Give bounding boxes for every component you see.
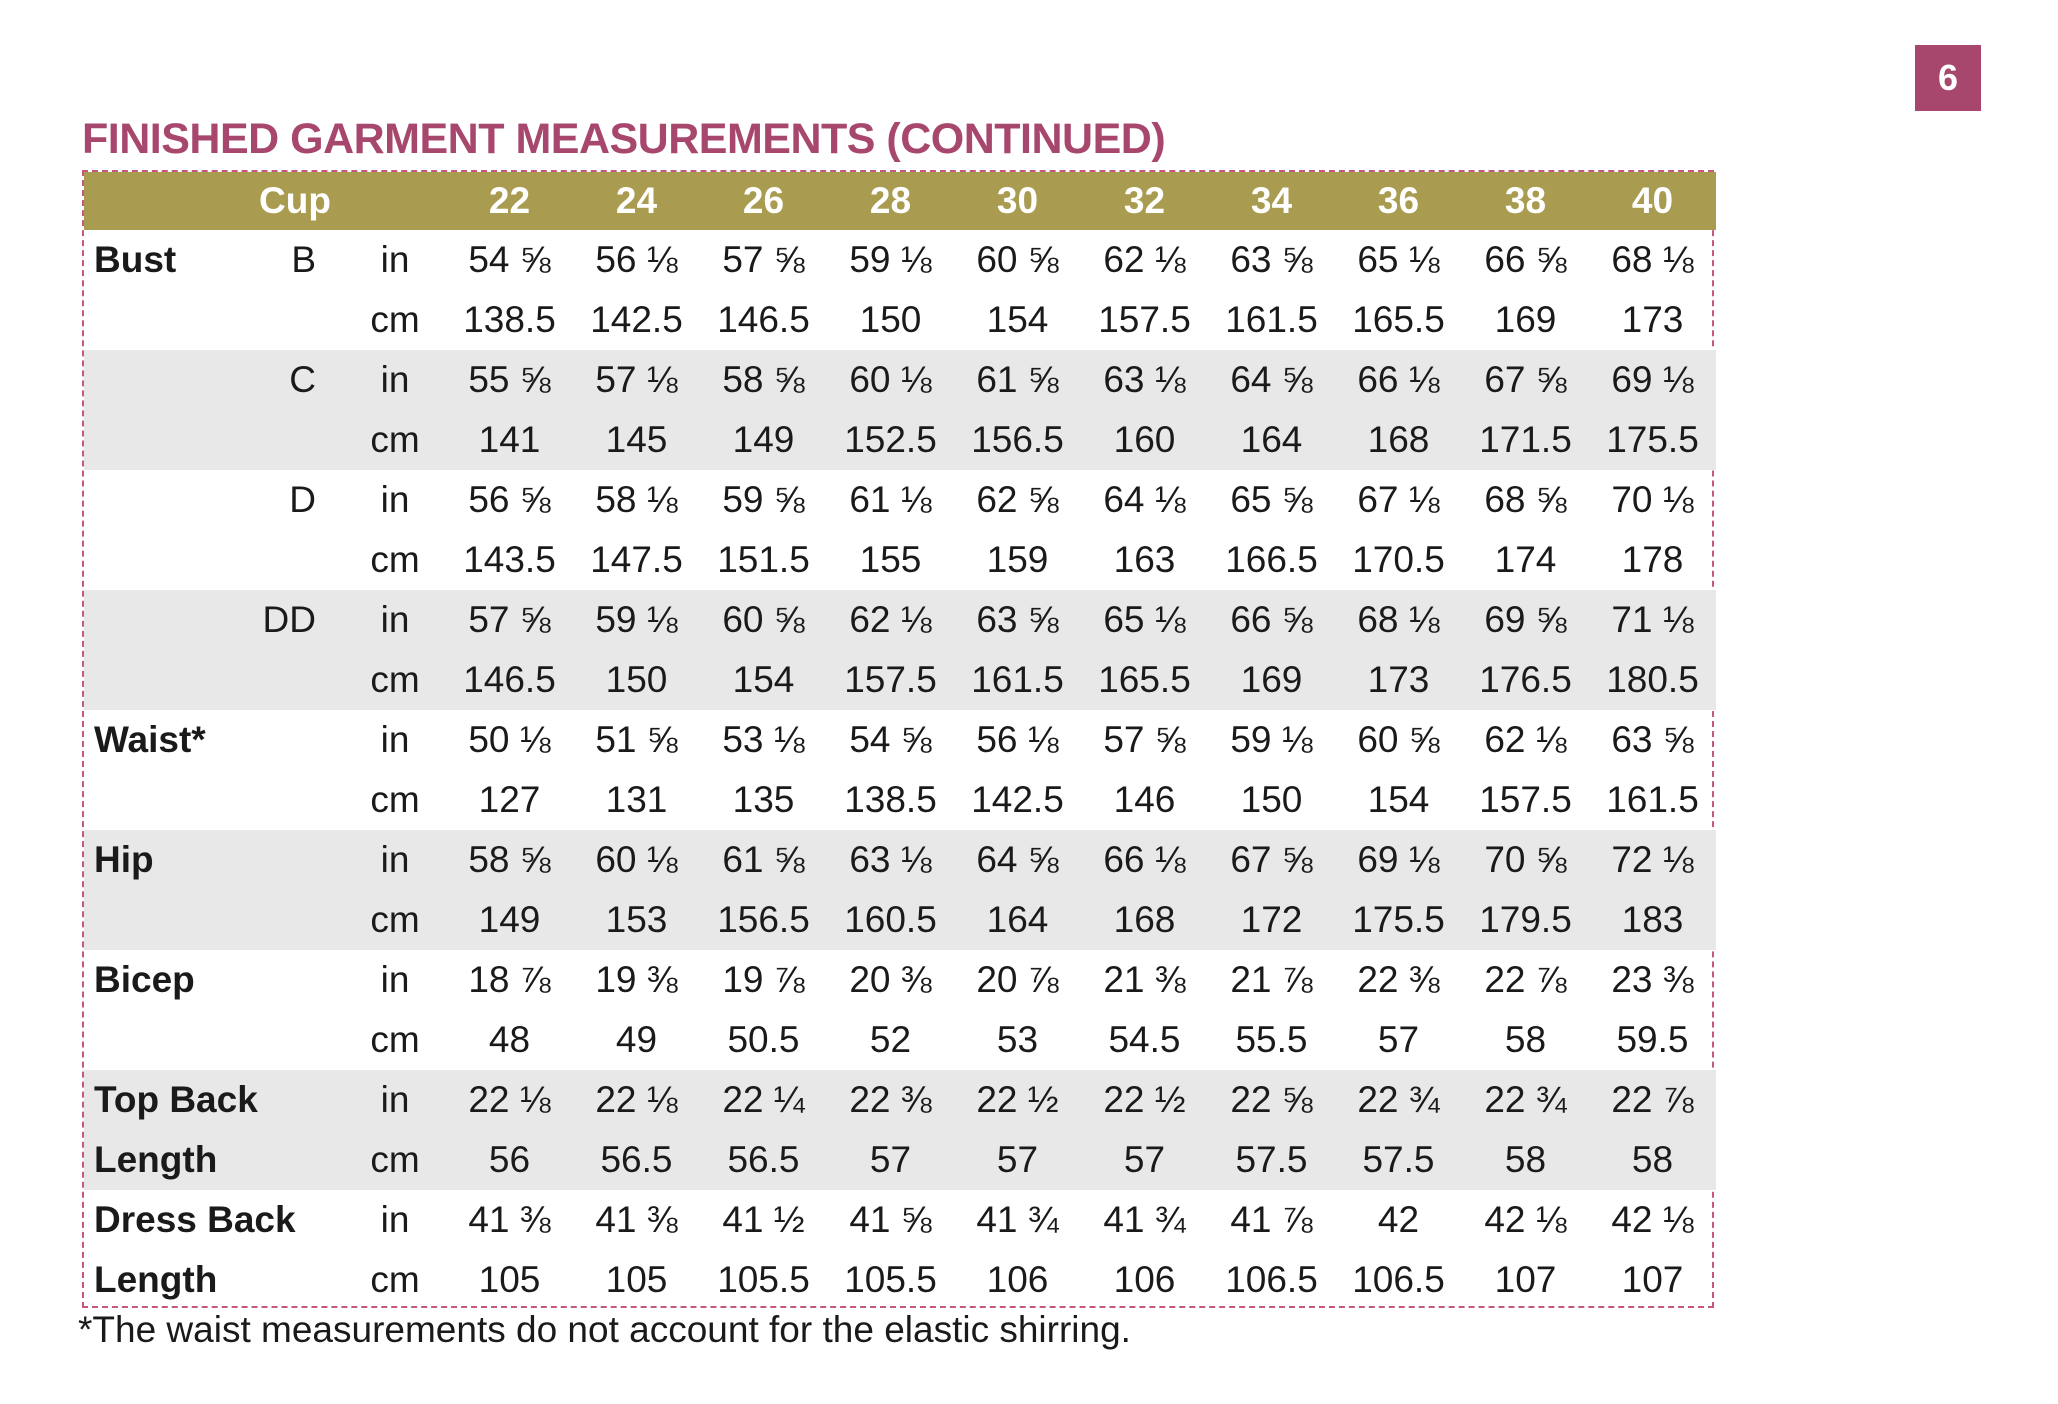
header-size: 36	[1377, 180, 1420, 221]
measurement-value: 56.5	[573, 1130, 700, 1190]
measurement-value: 106	[1113, 1259, 1176, 1300]
measurement-value: 138.5	[463, 299, 556, 340]
table-row	[84, 410, 1716, 470]
measurement-value: 57	[827, 1130, 954, 1190]
measurement-value: 22 ¼	[700, 1070, 827, 1130]
cup-size	[259, 1130, 344, 1190]
measurement-label	[84, 890, 259, 950]
page-title: FINISHED GARMENT MEASUREMENTS (CONTINUED)	[82, 115, 1166, 163]
measurement-value: 54 ⅝	[468, 239, 551, 280]
measurement-label	[84, 350, 259, 410]
measurement-value: 179.5	[1462, 890, 1589, 950]
measurement-value: 70 ⅝	[1462, 830, 1589, 890]
measurement-label	[84, 290, 259, 350]
measurement-value: 153	[573, 890, 700, 950]
measurement-value: 58 ⅝	[446, 830, 573, 890]
measurement-value: 105	[478, 1259, 541, 1300]
measurement-value: 178	[1621, 539, 1684, 580]
measurement-value: 173	[1335, 650, 1462, 710]
measurement-label	[84, 410, 259, 470]
measurement-value: 63 ⅝	[954, 590, 1081, 650]
measurement-value: 19 ⅞	[722, 959, 805, 1000]
measurement-value: 22 ½	[954, 1070, 1081, 1130]
table-row	[84, 1070, 1716, 1130]
measurement-value: 22 ¾	[1335, 1070, 1462, 1130]
measurement-label: Length	[84, 1130, 259, 1190]
table-row	[84, 530, 1716, 590]
unit-label: in	[344, 830, 446, 890]
measurement-value: 68 ⅛	[1611, 239, 1694, 280]
header-cup: Cup	[259, 180, 331, 221]
measurement-value: 175.5	[1335, 890, 1462, 950]
measurement-value: 150	[1240, 779, 1303, 820]
cup-size	[259, 830, 344, 890]
measurement-value: 61 ⅛	[849, 479, 932, 520]
cup-size	[259, 1250, 344, 1310]
unit-label: in	[344, 350, 446, 410]
footnote: *The waist measurements do not account for the elastic shirring.	[78, 1309, 1131, 1350]
measurement-value: 57	[954, 1130, 1081, 1190]
measurement-value: 60 ⅛	[573, 830, 700, 890]
measurement-value: 152.5	[827, 410, 954, 470]
measurement-value: 146.5	[446, 650, 573, 710]
measurement-value: 60 ⅝	[1357, 719, 1440, 760]
measurement-value: 176.5	[1462, 650, 1589, 710]
measurement-value: 63 ⅛	[1081, 350, 1208, 410]
measurement-value: 56.5	[700, 1130, 827, 1190]
cup-size: B	[291, 239, 316, 280]
measurement-value: 41 ⅞	[1230, 1199, 1313, 1240]
measurement-value: 105.5	[844, 1259, 937, 1300]
measurement-value: 23 ⅜	[1611, 959, 1694, 1000]
measurement-value: 21 ⅞	[1230, 959, 1313, 1000]
measurement-value: 68 ⅛	[1335, 590, 1462, 650]
unit-label: in	[344, 590, 446, 650]
measurement-value: 58	[1589, 1130, 1716, 1190]
measurement-value: 160.5	[827, 890, 954, 950]
table-row	[84, 590, 1716, 650]
measurement-value: 174	[1494, 539, 1557, 580]
measurement-value: 105	[605, 1259, 668, 1300]
measurement-label	[84, 1010, 259, 1070]
measurement-value: 156.5	[954, 410, 1081, 470]
measurement-value: 41 ¾	[976, 1199, 1059, 1240]
measurement-value: 58 ⅛	[595, 479, 678, 520]
measurements-table	[84, 172, 1716, 1310]
measurement-value: 168	[1081, 890, 1208, 950]
table-row	[84, 290, 1716, 350]
measurement-value: 154	[1367, 779, 1430, 820]
measurement-value: 41 ½	[722, 1199, 805, 1240]
measurement-value: 22 ⅝	[1208, 1070, 1335, 1130]
measurement-value: 165.5	[1081, 650, 1208, 710]
measurement-value: 142.5	[971, 779, 1064, 820]
table-row	[84, 770, 1716, 830]
measurement-value: 106	[986, 1259, 1049, 1300]
measurement-value: 66 ⅛	[1335, 350, 1462, 410]
cup-size: DD	[259, 590, 344, 650]
measurement-value: 60 ⅛	[827, 350, 954, 410]
measurement-value: 57 ⅝	[722, 239, 805, 280]
table-row	[84, 1010, 1716, 1070]
unit-label: cm	[370, 1259, 420, 1300]
measurement-value: 68 ⅝	[1484, 479, 1567, 520]
measurement-value: 161.5	[1606, 779, 1699, 820]
measurement-value: 107	[1621, 1259, 1684, 1300]
table-row	[84, 890, 1716, 950]
measurement-value: 173	[1621, 299, 1684, 340]
measurement-value: 53 ⅛	[722, 719, 805, 760]
measurement-value: 57.5	[1208, 1130, 1335, 1190]
measurement-label	[84, 470, 259, 530]
measurement-value: 138.5	[844, 779, 937, 820]
measurement-value: 69 ⅝	[1462, 590, 1589, 650]
measurement-value: 58	[1462, 1130, 1589, 1190]
measurement-value: 63 ⅝	[1611, 719, 1694, 760]
measurement-value: 42 ⅛	[1611, 1199, 1694, 1240]
measurement-value: 61 ⅝	[954, 350, 1081, 410]
measurement-value: 141	[446, 410, 573, 470]
header-size: 28	[869, 180, 912, 221]
header-size: 40	[1631, 180, 1674, 221]
measurement-label	[84, 770, 259, 830]
measurement-value: 49	[615, 1019, 658, 1060]
measurement-value: 55.5	[1235, 1019, 1308, 1060]
measurement-label: Length	[94, 1259, 218, 1300]
measurement-value: 22 ¾	[1462, 1070, 1589, 1130]
measurement-value: 131	[605, 779, 668, 820]
measurement-value: 57	[1081, 1130, 1208, 1190]
measurement-value: 143.5	[463, 539, 556, 580]
measurement-value: 163	[1113, 539, 1176, 580]
measurement-value: 157.5	[1098, 299, 1191, 340]
measurement-label	[84, 530, 259, 590]
measurement-label: Hip	[84, 830, 259, 890]
measurement-value: 161.5	[1225, 299, 1318, 340]
unit-label: in	[380, 239, 410, 280]
measurement-value: 22 ⅛	[446, 1070, 573, 1130]
measurement-value: 53	[996, 1019, 1039, 1060]
measurement-value: 154	[986, 299, 1049, 340]
cup-size: C	[259, 350, 344, 410]
measurement-value: 159	[986, 539, 1049, 580]
measurement-value: 55 ⅝	[446, 350, 573, 410]
unit-label: cm	[344, 1130, 446, 1190]
measurement-value: 146.5	[717, 299, 810, 340]
header-size: 22	[488, 180, 531, 221]
header-size: 32	[1123, 180, 1166, 221]
measurement-value: 64 ⅛	[1103, 479, 1186, 520]
measurement-value: 52	[869, 1019, 912, 1060]
measurement-value: 61 ⅝	[700, 830, 827, 890]
measurement-value: 168	[1335, 410, 1462, 470]
unit-label: cm	[370, 779, 420, 820]
measurement-value: 165.5	[1352, 299, 1445, 340]
table-row	[84, 650, 1716, 710]
measurement-value: 56 ⅛	[595, 239, 678, 280]
measurement-value: 50.5	[727, 1019, 800, 1060]
unit-label: cm	[370, 299, 420, 340]
measurement-value: 154	[700, 650, 827, 710]
measurement-value: 57	[1377, 1019, 1420, 1060]
measurement-value: 157.5	[827, 650, 954, 710]
measurement-value: 58	[1504, 1019, 1547, 1060]
measurement-value: 175.5	[1589, 410, 1716, 470]
measurement-value: 20 ⅜	[849, 959, 932, 1000]
cup-size	[259, 890, 344, 950]
page-number-badge: 6	[1915, 45, 1981, 111]
measurement-value: 54 ⅝	[849, 719, 932, 760]
measurement-label: Bust	[94, 239, 177, 280]
measurement-value: 64 ⅝	[954, 830, 1081, 890]
header-size: 26	[742, 180, 785, 221]
measurement-label: Bicep	[94, 959, 195, 1000]
measurement-value: 42	[1377, 1199, 1420, 1240]
measurement-value: 135	[732, 779, 795, 820]
measurement-value: 72 ⅛	[1589, 830, 1716, 890]
measurement-value: 41 ¾	[1103, 1199, 1186, 1240]
measurement-value: 60 ⅝	[976, 239, 1059, 280]
cup-size: D	[289, 479, 316, 520]
measurement-value: 183	[1589, 890, 1716, 950]
unit-label: in	[380, 479, 410, 520]
measurement-value: 62 ⅛	[1103, 239, 1186, 280]
table-row	[84, 1190, 1716, 1250]
measurement-value: 169	[1208, 650, 1335, 710]
measurement-value: 48	[488, 1019, 531, 1060]
measurement-value: 105.5	[717, 1259, 810, 1300]
measurement-value: 65 ⅛	[1081, 590, 1208, 650]
measurement-value: 59 ⅝	[722, 479, 805, 520]
unit-label: in	[380, 1199, 410, 1240]
cup-size	[259, 530, 344, 590]
header-size: 34	[1250, 180, 1293, 221]
measurement-value: 62 ⅝	[976, 479, 1059, 520]
measurement-value: 164	[1208, 410, 1335, 470]
unit-label: cm	[370, 1019, 420, 1060]
measurement-label	[84, 590, 259, 650]
measurement-value: 51 ⅝	[595, 719, 678, 760]
measurement-value: 59.5	[1616, 1019, 1689, 1060]
unit-label: cm	[344, 650, 446, 710]
measurement-value: 22 ⅜	[827, 1070, 954, 1130]
measurement-value: 64 ⅝	[1208, 350, 1335, 410]
measurement-value: 41 ⅝	[849, 1199, 932, 1240]
measurement-value: 21 ⅜	[1103, 959, 1186, 1000]
measurement-value: 62 ⅛	[1484, 719, 1567, 760]
unit-label: in	[380, 719, 410, 760]
measurement-value: 172	[1208, 890, 1335, 950]
unit-label: cm	[344, 410, 446, 470]
measurement-value: 169	[1494, 299, 1557, 340]
measurement-value: 65 ⅛	[1357, 239, 1440, 280]
measurement-value: 57 ⅛	[573, 350, 700, 410]
measurement-value: 62 ⅛	[827, 590, 954, 650]
measurement-label: Dress Back	[94, 1199, 296, 1240]
measurement-value: 161.5	[954, 650, 1081, 710]
table-row	[84, 710, 1716, 770]
measurement-value: 164	[954, 890, 1081, 950]
cup-size	[259, 650, 344, 710]
measurement-value: 160	[1081, 410, 1208, 470]
measurement-value: 69 ⅛	[1589, 350, 1716, 410]
measurement-value: 145	[573, 410, 700, 470]
table-body	[84, 230, 1716, 1310]
table-row	[84, 950, 1716, 1010]
measurement-value: 41 ⅜	[595, 1199, 678, 1240]
measurement-value: 66 ⅝	[1484, 239, 1567, 280]
measurement-value: 54.5	[1108, 1019, 1181, 1060]
unit-label: in	[344, 1070, 446, 1130]
header-unit-blank	[344, 172, 446, 230]
measurement-value: 58 ⅝	[700, 350, 827, 410]
measurement-value: 59 ⅛	[1230, 719, 1313, 760]
measurement-value: 57 ⅝	[446, 590, 573, 650]
table-header-row	[84, 172, 1716, 230]
measurement-value: 20 ⅞	[976, 959, 1059, 1000]
measurement-value: 107	[1494, 1259, 1557, 1300]
table-row	[84, 470, 1716, 530]
cup-size	[259, 950, 344, 1010]
measurement-value: 22 ½	[1081, 1070, 1208, 1130]
unit-label: cm	[370, 539, 420, 580]
measurement-value: 146	[1113, 779, 1176, 820]
cup-size	[259, 410, 344, 470]
measurement-value: 57.5	[1335, 1130, 1462, 1190]
measurement-value: 42 ⅛	[1484, 1199, 1567, 1240]
measurement-value: 149	[446, 890, 573, 950]
measurement-value: 18 ⅞	[468, 959, 551, 1000]
measurement-value: 41 ⅜	[468, 1199, 551, 1240]
table-row	[84, 1130, 1716, 1190]
measurement-label: Waist*	[94, 719, 206, 760]
measurement-value: 63 ⅛	[827, 830, 954, 890]
unit-label: in	[380, 959, 410, 1000]
measurements-table-frame	[82, 170, 1714, 1308]
measurement-value: 142.5	[590, 299, 683, 340]
table-row	[84, 230, 1716, 290]
measurement-value: 180.5	[1589, 650, 1716, 710]
measurement-value: 56 ⅝	[468, 479, 551, 520]
measurement-value: 19 ⅜	[595, 959, 678, 1000]
measurement-value: 67 ⅛	[1357, 479, 1440, 520]
measurement-value: 106.5	[1225, 1259, 1318, 1300]
measurement-value: 22 ⅞	[1484, 959, 1567, 1000]
cup-size	[259, 290, 344, 350]
measurement-value: 69 ⅛	[1335, 830, 1462, 890]
header-blank	[84, 172, 259, 230]
header-size: 24	[615, 180, 658, 221]
measurement-value: 65 ⅝	[1230, 479, 1313, 520]
cup-size	[259, 770, 344, 830]
cup-size	[259, 1010, 344, 1070]
measurement-value: 127	[478, 779, 541, 820]
measurement-value: 157.5	[1479, 779, 1572, 820]
table-row	[84, 830, 1716, 890]
measurement-value: 56	[446, 1130, 573, 1190]
unit-label: cm	[344, 890, 446, 950]
cup-size	[259, 710, 344, 770]
measurement-value: 156.5	[700, 890, 827, 950]
measurement-value: 151.5	[717, 539, 810, 580]
measurement-value: 63 ⅝	[1230, 239, 1313, 280]
measurement-value: 171.5	[1462, 410, 1589, 470]
measurement-value: 59 ⅛	[849, 239, 932, 280]
measurement-value: 150	[573, 650, 700, 710]
measurement-value: 60 ⅝	[700, 590, 827, 650]
header-size: 30	[996, 180, 1039, 221]
measurement-value: 57 ⅝	[1103, 719, 1186, 760]
measurement-value: 50 ⅛	[468, 719, 551, 760]
measurement-value: 70 ⅛	[1611, 479, 1694, 520]
measurement-value: 155	[859, 539, 922, 580]
measurement-value: 66 ⅝	[1208, 590, 1335, 650]
measurement-value: 56 ⅛	[976, 719, 1059, 760]
measurement-value: 106.5	[1352, 1259, 1445, 1300]
measurement-value: 22 ⅛	[573, 1070, 700, 1130]
measurement-value: 150	[859, 299, 922, 340]
measurement-value: 170.5	[1352, 539, 1445, 580]
measurement-label	[84, 650, 259, 710]
measurement-value: 149	[700, 410, 827, 470]
measurement-value: 22 ⅞	[1589, 1070, 1716, 1130]
header-size: 38	[1504, 180, 1547, 221]
measurement-value: 67 ⅝	[1462, 350, 1589, 410]
measurement-value: 66 ⅛	[1081, 830, 1208, 890]
measurement-label: Top Back	[84, 1070, 259, 1130]
cup-size	[259, 1070, 344, 1130]
measurement-value: 147.5	[590, 539, 683, 580]
table-row	[84, 350, 1716, 410]
measurement-value: 22 ⅜	[1357, 959, 1440, 1000]
measurement-value: 67 ⅝	[1208, 830, 1335, 890]
measurement-value: 59 ⅛	[573, 590, 700, 650]
measurement-value: 71 ⅛	[1589, 590, 1716, 650]
measurement-value: 166.5	[1225, 539, 1318, 580]
table-row	[84, 1250, 1716, 1310]
